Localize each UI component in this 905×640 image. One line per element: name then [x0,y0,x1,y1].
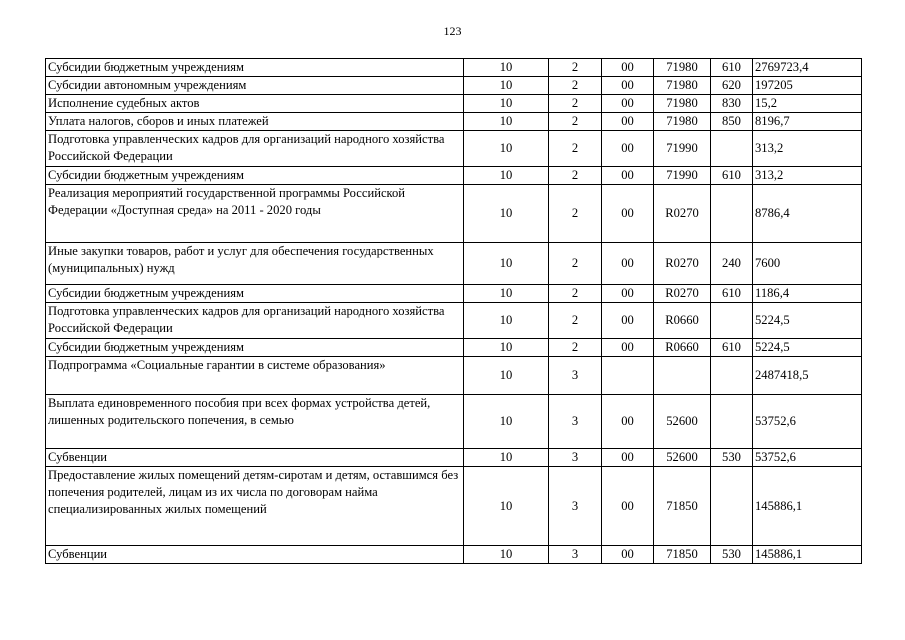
row-name-cell: Подготовка управленческих кадров для организаций народного хозяйства Российской Федерации [46,303,464,339]
row-subsection-cell: 2 [549,243,602,285]
row-code-cell: 71980 [654,95,711,113]
table-row [46,185,862,243]
row-name-cell: Реализация мероприятий государственной программы Российской Федерации «Доступная среда» на 2011 - 2020 годы [46,185,464,243]
row-amount-cell: 15,2 [753,95,862,113]
row-amount-cell: 313,2 [753,167,862,185]
row-name-cell: Предоставление жилых помещений детям-сиротам и детям, оставшимся без попечения родителей, лицам из их числа по договорам найма специализированных жилых помещений [46,467,464,546]
row-expense-type-cell: 610 [711,285,753,303]
row-program-cell: 00 [602,59,654,77]
row-program-cell: 00 [602,113,654,131]
row-section-cell: 10 [464,357,549,395]
row-expense-type-cell [711,395,753,449]
row-name-cell: Субсидии автономным учреждениям [46,77,464,95]
table-body [46,59,862,564]
row-program-cell: 00 [602,131,654,167]
row-expense-type-cell [711,357,753,395]
row-code-cell: 71980 [654,77,711,95]
row-section-cell: 10 [464,167,549,185]
row-subsection-cell: 2 [549,113,602,131]
table-row [46,546,862,564]
row-subsection-cell: 3 [549,546,602,564]
row-expense-type-cell [711,131,753,167]
row-section-cell: 10 [464,95,549,113]
row-expense-type-cell [711,467,753,546]
table-row [46,449,862,467]
budget-table [45,58,862,564]
row-program-cell: 00 [602,546,654,564]
row-name-cell: Уплата налогов, сборов и иных платежей [46,113,464,131]
row-code-cell: R0270 [654,243,711,285]
row-name-cell: Субвенции [46,546,464,564]
row-code-cell: 71850 [654,546,711,564]
row-subsection-cell: 2 [549,95,602,113]
row-name-cell: Исполнение судебных актов [46,95,464,113]
row-expense-type-cell [711,303,753,339]
row-section-cell: 10 [464,131,549,167]
row-program-cell: 00 [602,77,654,95]
row-section-cell: 10 [464,285,549,303]
row-subsection-cell: 2 [549,185,602,243]
row-amount-cell: 1186,4 [753,285,862,303]
row-code-cell: 71850 [654,467,711,546]
row-section-cell: 10 [464,59,549,77]
row-program-cell [602,357,654,395]
table-row [46,285,862,303]
row-section-cell: 10 [464,185,549,243]
row-subsection-cell: 2 [549,303,602,339]
row-amount-cell: 5224,5 [753,339,862,357]
row-program-cell: 00 [602,467,654,546]
row-amount-cell: 53752,6 [753,395,862,449]
row-subsection-cell: 2 [549,285,602,303]
row-section-cell: 10 [464,395,549,449]
row-code-cell: 52600 [654,395,711,449]
row-amount-cell: 5224,5 [753,303,862,339]
row-name-cell: Подготовка управленческих кадров для организаций народного хозяйства Российской Федерации [46,131,464,167]
row-subsection-cell: 2 [549,167,602,185]
row-expense-type-cell: 610 [711,339,753,357]
row-expense-type-cell: 830 [711,95,753,113]
row-subsection-cell: 3 [549,395,602,449]
row-section-cell: 10 [464,243,549,285]
row-section-cell: 10 [464,77,549,95]
row-code-cell: R0270 [654,185,711,243]
row-expense-type-cell: 610 [711,167,753,185]
row-name-cell: Подпрограмма «Социальные гарантии в системе образования» [46,357,464,395]
table-row [46,357,862,395]
row-subsection-cell: 3 [549,357,602,395]
row-name-cell: Субсидии бюджетным учреждениям [46,167,464,185]
row-section-cell: 10 [464,113,549,131]
row-code-cell [654,357,711,395]
row-code-cell: 71990 [654,167,711,185]
row-expense-type-cell [711,185,753,243]
row-program-cell: 00 [602,243,654,285]
row-code-cell: 71980 [654,59,711,77]
table-row [46,59,862,77]
row-section-cell: 10 [464,467,549,546]
row-amount-cell: 53752,6 [753,449,862,467]
row-subsection-cell: 2 [549,339,602,357]
row-subsection-cell: 3 [549,467,602,546]
row-program-cell: 00 [602,95,654,113]
row-expense-type-cell: 530 [711,546,753,564]
row-section-cell: 10 [464,339,549,357]
row-expense-type-cell: 530 [711,449,753,467]
row-name-cell: Субсидии бюджетным учреждениям [46,339,464,357]
row-amount-cell: 2769723,4 [753,59,862,77]
row-amount-cell: 8196,7 [753,113,862,131]
row-code-cell: 71980 [654,113,711,131]
row-name-cell: Субсидии бюджетным учреждениям [46,285,464,303]
table-row [46,395,862,449]
row-program-cell: 00 [602,167,654,185]
table-row [46,467,862,546]
row-amount-cell: 7600 [753,243,862,285]
row-code-cell: R0270 [654,285,711,303]
row-subsection-cell: 2 [549,77,602,95]
row-name-cell: Выплата единовременного пособия при всех формах устройства детей, лишенных родительского попечения, в семью [46,395,464,449]
table-row [46,243,862,285]
row-section-cell: 10 [464,449,549,467]
table-row [46,77,862,95]
row-amount-cell: 8786,4 [753,185,862,243]
row-amount-cell: 145886,1 [753,546,862,564]
row-section-cell: 10 [464,303,549,339]
row-expense-type-cell: 610 [711,59,753,77]
row-program-cell: 00 [602,285,654,303]
row-expense-type-cell: 620 [711,77,753,95]
row-amount-cell: 313,2 [753,131,862,167]
row-expense-type-cell: 850 [711,113,753,131]
row-program-cell: 00 [602,185,654,243]
row-program-cell: 00 [602,449,654,467]
table-row [46,303,862,339]
row-name-cell: Субвенции [46,449,464,467]
row-amount-cell: 197205 [753,77,862,95]
table-row [46,167,862,185]
page-number: 123 [443,24,462,38]
table-row [46,131,862,167]
table-row [46,113,862,131]
row-code-cell: R0660 [654,339,711,357]
row-code-cell: 71990 [654,131,711,167]
row-subsection-cell: 2 [549,131,602,167]
row-program-cell: 00 [602,303,654,339]
row-code-cell: 52600 [654,449,711,467]
row-amount-cell: 2487418,5 [753,357,862,395]
row-program-cell: 00 [602,339,654,357]
row-subsection-cell: 3 [549,449,602,467]
row-code-cell: R0660 [654,303,711,339]
row-name-cell: Иные закупки товаров, работ и услуг для обеспечения государственных (муниципальных) нужд [46,243,464,285]
row-subsection-cell: 2 [549,59,602,77]
table-row [46,339,862,357]
row-section-cell: 10 [464,546,549,564]
row-name-cell: Субсидии бюджетным учреждениям [46,59,464,77]
row-amount-cell: 145886,1 [753,467,862,546]
row-expense-type-cell: 240 [711,243,753,285]
row-program-cell: 00 [602,395,654,449]
table-row [46,95,862,113]
